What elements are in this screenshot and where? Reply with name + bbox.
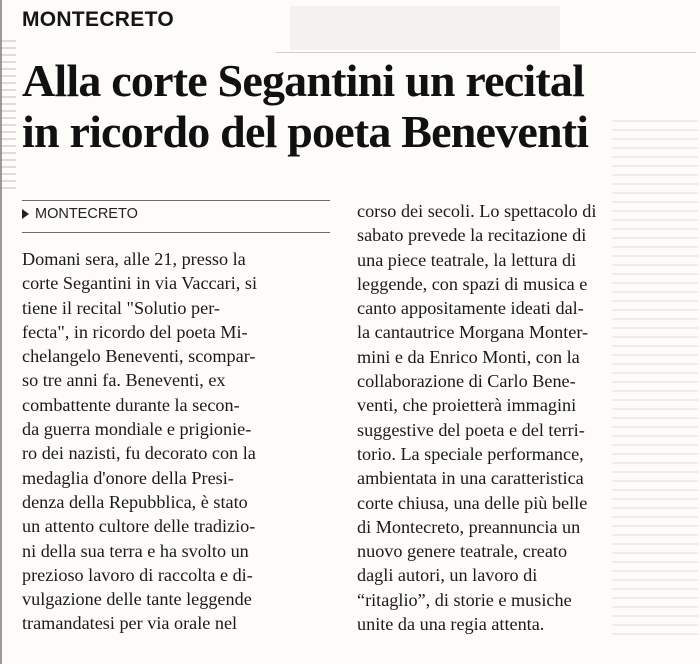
text-line: ni della sua terra e ha svolto un — [22, 540, 249, 561]
text-line: fecta", in ricordo del poeta Mi- — [22, 321, 248, 342]
text-line: combattente durante la secon- — [22, 394, 240, 415]
kicker-label: MONTECRETO — [22, 8, 174, 31]
text-line: denza della Repubblica, è stato — [22, 491, 248, 512]
headline-line: in ricordo del poeta Beneventi — [22, 106, 589, 157]
text-line: dagli autori, un lavoro di — [357, 565, 538, 586]
section-label-text: MONTECRETO — [35, 206, 138, 222]
text-line: torio. La speciale performance, — [357, 443, 584, 464]
text-line: da guerra mondiale e prigionie- — [22, 419, 252, 440]
text-line: canto appositamente ideati dal- — [357, 298, 584, 319]
text-line: un attento cultore delle tradizio- — [22, 516, 256, 537]
section-rule-bottom — [22, 232, 330, 233]
text-line: ambientata in una caratteristica — [357, 468, 584, 489]
headline-line: Alla corte Segantini un recital — [22, 55, 585, 106]
text-line: tramandatesi per via orale nel — [22, 613, 238, 634]
text-line: suggestive del poeta e del terri- — [357, 419, 585, 440]
bleed-through-left — [0, 40, 16, 190]
section-rule-top — [22, 200, 330, 201]
text-line: venti, che proietterà immagini — [357, 395, 577, 416]
text-line: corte Segantini in via Vaccari, si — [22, 273, 258, 294]
text-line: mini e da Enrico Monti, con la — [357, 346, 580, 367]
text-line: corso dei secoli. Lo spettacolo di — [357, 201, 597, 221]
article-column-1 — [22, 247, 332, 636]
text-line: leggende, con spazi di musica e — [357, 273, 588, 294]
bleed-through-top — [290, 6, 560, 50]
text-line: Domani sera, alle 21, presso la — [22, 249, 246, 269]
text-line: la cantautrice Morgana Monter- — [357, 322, 589, 343]
article-headline — [22, 55, 687, 157]
text-line: sabato prevede la recitazione di — [357, 225, 587, 246]
text-line: prezioso lavoro di raccolta e di- — [22, 564, 253, 585]
text-line: collaborazione di Carlo Bene- — [357, 371, 576, 392]
text-line: “ritaglio”, di storie e musiche — [357, 589, 572, 610]
text-line: tiene il recital "Solutio per- — [22, 297, 220, 318]
text-line: nuovo genere teatrale, creato — [357, 541, 568, 562]
text-line: vulgazione delle tante leggende — [22, 589, 252, 610]
triangle-bullet-icon — [22, 209, 29, 219]
text-line: so tre anni fa. Beneventi, ex — [22, 370, 226, 391]
text-line: chelangelo Beneventi, scompar- — [22, 346, 256, 367]
text-line: unite da una regia attenta. — [357, 614, 545, 635]
text-line: corte chiusa, una delle più belle — [357, 492, 588, 513]
text-line: di Montecreto, preannuncia un — [357, 516, 581, 537]
article-column-2 — [357, 199, 697, 636]
text-line: una piece teatrale, la lettura di — [357, 249, 577, 270]
section-label — [22, 206, 138, 222]
text-line: ro dei nazisti, fu decorato con la — [22, 443, 256, 464]
bleed-through-rule — [276, 52, 696, 53]
text-line: medaglia d'onore della Presi- — [22, 467, 234, 488]
